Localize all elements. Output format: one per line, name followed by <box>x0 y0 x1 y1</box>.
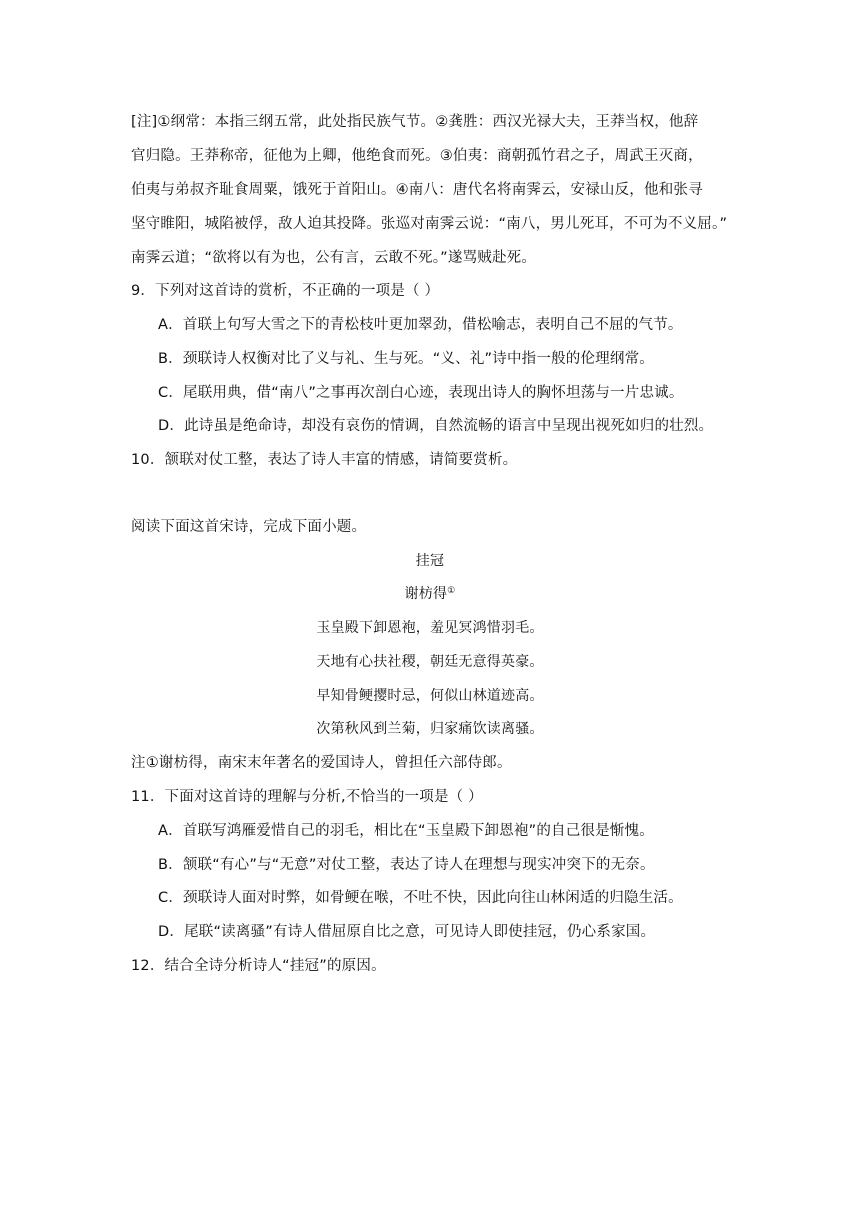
notes-line-2: 官归隐。王莽称帝，征他为上卿，他绝食而死。③伯夷：商朝孤竹君之子，周武王灭商， <box>131 148 703 164</box>
question-9-option-b: B．颈联诗人权衡对比了义与礼、生与死。“义、礼”诗中指一般的伦理纲常。 <box>158 351 654 367</box>
poem-footnote: 注①谢枋得，南宋末年著名的爱国诗人，曾担任六部侍郎。 <box>131 755 512 771</box>
notes-line-1: [注]①纲常：本指三纲五常，此处指民族气节。②龚胜：西汉光禄大夫，王莽当权，他辞 <box>131 114 699 130</box>
poem-author-line <box>0 584 860 604</box>
footnote-marker: ① <box>447 586 456 596</box>
question-11-option-d: D．尾联“读离骚”有诗人借屈原自比之意，可见诗人即使挂冠，仍心系家国。 <box>158 924 656 940</box>
poem-verse-1: 玉皇殿下卸恩袍，羞见冥鸿惜羽毛。 <box>316 620 544 636</box>
question-11-stem: 11．下面对这首诗的理解与分析,不恰当的一项是（ ） <box>131 789 483 805</box>
question-9-option-d: D．此诗虽是绝命诗，却没有哀伤的情调，自然流畅的语言中呈现出视死如归的壮烈。 <box>158 418 714 434</box>
question-9-stem: 9．下列对这首诗的赏析，不正确的一项是（ ） <box>131 283 440 299</box>
poem-verse-3: 早知骨鲠撄时忌，何似山林道迹高。 <box>316 688 544 704</box>
question-11-option-b: B．颔联“有心”与“无意”对仗工整，表达了诗人在理想与现实冲突下的无奈。 <box>158 857 655 873</box>
notes-line-5: 南霁云道；“欲将以有为也，公有言，云敢不死。”遂骂贼赴死。 <box>131 250 537 266</box>
poem-title: 挂冠 <box>415 553 445 569</box>
question-11-option-a: A．首联写鸿雁爱惜自己的羽毛，相比在“玉皇殿下卸恩袍”的自己很是惭愧。 <box>158 823 654 839</box>
notes-line-4: 坚守睢阳，城陷被俘，敌人迫其投降。张巡对南霁云说：“南八，男儿死耳，不可为不义屈。” <box>131 216 728 232</box>
reading-intro: 阅读下面这首宋诗，完成下面小题。 <box>131 519 367 535</box>
question-10-stem: 10．颔联对仗工整，表达了诗人丰富的情感，请简要赏析。 <box>131 452 518 468</box>
question-12-stem: 12．结合全诗分析诗人“挂冠”的原因。 <box>131 958 386 974</box>
poem-author: 谢枋得 <box>404 586 448 602</box>
notes-line-3: 伯夷与弟叔齐耻食周粟，饿死于首阳山。④南八：唐代名将南霁云，安禄山反，他和张寻 <box>131 182 703 198</box>
question-9-option-a: A．首联上句写大雪之下的青松枝叶更加翠劲，借松喻志，表明自己不屈的气节。 <box>158 317 683 333</box>
question-9-option-c: C．尾联用典，借“南八”之事再次剖白心迹，表现出诗人的胸怀坦荡与一片忠诚。 <box>158 385 684 401</box>
question-11-option-c: C．颈联诗人面对时弊，如骨鲠在喉，不吐不快，因此向往山林闲适的归隐生活。 <box>158 890 683 906</box>
poem-verse-4: 次第秋风到兰菊，归家痛饮读离骚。 <box>316 721 544 737</box>
poem-verse-2: 天地有心扶社稷，朝廷无意得英豪。 <box>316 654 544 670</box>
